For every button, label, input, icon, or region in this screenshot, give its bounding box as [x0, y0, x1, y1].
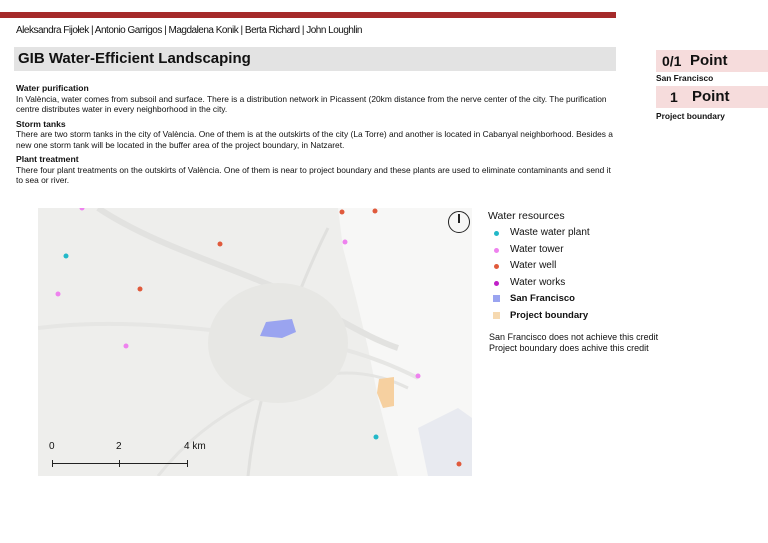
note-san-francisco: San Francisco does not achieve this credit — [489, 332, 659, 342]
legend-label: Water tower — [510, 243, 564, 255]
map-basemap — [38, 208, 472, 476]
score-project-boundary — [656, 86, 768, 108]
legend-item-san-francisco — [488, 291, 590, 308]
legend-item-waste-water-plant — [488, 225, 590, 242]
water-well-marker-icon — [494, 264, 499, 269]
score-san-francisco — [656, 50, 768, 72]
authors-line: Aleksandra Fijołek | Antonio Garrigos | Magdalena Konik | Berta Richard | John Loughlin — [16, 25, 362, 36]
legend-label: Water well — [510, 260, 557, 271]
score-label: Point — [692, 88, 730, 105]
water-works-marker-icon — [494, 281, 499, 286]
water-resources-map — [38, 208, 472, 476]
section-heading: Storm tanks — [16, 118, 66, 129]
scale-bar — [46, 441, 216, 471]
section-heading: Water purification — [16, 83, 89, 93]
credit-notes — [489, 332, 658, 354]
section-text: In València, water comes from subsoil and surface. There is a distribution network in Picassent (20km distance from the nerve center of the city. The purification centre distributes water in every neighborhood in the city. — [16, 93, 607, 114]
legend-label: Waste water plant — [510, 227, 590, 238]
section-plant-treatment — [16, 154, 616, 186]
scale-label: 4 km — [184, 441, 206, 452]
score-caption: San Francisco — [656, 73, 714, 83]
section-storm-tanks — [16, 119, 616, 151]
page-title: GIB Water-Efficient Landscaping — [18, 50, 251, 67]
scale-label: 0 — [49, 441, 55, 452]
legend-label: San Francisco — [510, 293, 575, 304]
section-text: There are two storm tanks in the city of València. One of them is at the outskirts of the city (La Torre) and another is located in Cabanyal neighborhood. Besides a new one storm tank will be located in the buffer area of the project boundary, in Natzaret. — [16, 129, 613, 150]
legend-label: Project boundary — [510, 309, 589, 321]
legend-title: Water resources — [488, 210, 565, 222]
section-text: There four plant treatments on the outskirts of València. One of them is near to project boundary and these plants are used to eliminate contaminants and send it to sea or river. — [16, 164, 611, 185]
scale-tick — [187, 460, 188, 467]
waste-water-plant-marker-icon — [494, 231, 499, 236]
legend-item-water-tower — [488, 242, 590, 259]
scale-label: 2 — [116, 441, 122, 452]
legend-item-project-boundary — [488, 308, 590, 325]
legend-item-water-well — [488, 258, 590, 275]
score-value: 1 — [670, 89, 678, 105]
scale-tick — [119, 460, 120, 467]
scale-tick — [52, 460, 53, 467]
section-water-purification — [16, 83, 616, 115]
section-heading: Plant treatment — [16, 154, 79, 164]
content-body — [16, 83, 616, 190]
note-project-boundary: Project boundary does achive this credit — [489, 343, 649, 353]
water-tower-marker-icon — [494, 248, 499, 253]
legend-label: Water works — [510, 276, 566, 288]
map-legend — [488, 210, 590, 324]
legend-item-water-works — [488, 275, 590, 292]
project-boundary-area-swatch-icon — [493, 312, 500, 319]
north-arrow-icon — [448, 211, 470, 233]
top-accent-bar — [0, 12, 616, 18]
score-value: 0/1 — [662, 53, 682, 69]
score-label: Point — [690, 52, 728, 69]
title-band — [14, 47, 616, 71]
score-caption: Project boundary — [656, 111, 725, 121]
san-francisco-area-swatch-icon — [493, 295, 500, 302]
